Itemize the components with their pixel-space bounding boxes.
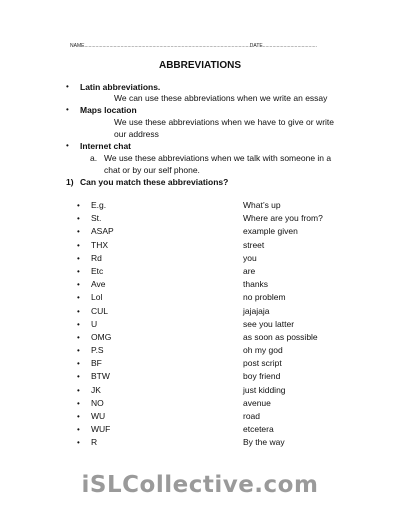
abbreviation: NO [91,397,104,408]
bullet-icon: • [77,201,80,210]
abbreviation: JK [91,384,101,395]
section-heading: Maps location [80,105,137,115]
meaning: road [243,411,261,421]
section-chat [66,140,132,152]
abbreviation: BF [91,358,102,369]
bullet-icon: • [77,214,80,224]
matching-row [0,397,400,410]
meaning: are [243,265,256,276]
matching-row [0,331,400,344]
bullet-icon: • [77,266,80,276]
matching-row [0,423,400,436]
abbreviation: St. [91,213,102,224]
section-subitem [90,152,336,176]
abbreviation: THX [91,239,108,250]
matching-row [0,384,400,397]
matching-row [0,199,400,212]
meaning: street [243,239,265,250]
matching-row [0,410,400,423]
abbreviation: R [91,437,98,448]
meaning: no problem [243,292,286,303]
abbreviation: ASAP [91,226,114,237]
meaning: post script [243,358,282,369]
subitem-label: a. [90,153,98,163]
matching-row [0,344,400,357]
abbreviation: CUL [91,305,109,316]
meaning: as soon as possible [243,331,318,342]
abbreviation: WU [91,411,106,421]
bullet-icon: • [77,280,80,290]
matching-row [0,357,400,370]
meaning: By the way [243,437,285,448]
matching-row [0,252,400,265]
bullet-icon: • [77,346,80,356]
meaning: etcetera [243,424,274,435]
matching-row [0,212,400,225]
meaning: boy friend [243,371,281,382]
matching-row [0,225,400,238]
bullet-icon: • [77,319,80,329]
bullet-icon: • [77,385,80,395]
bullet-icon: • [77,359,80,369]
meaning: thanks [243,279,269,290]
bullet-icon: • [77,425,80,435]
meaning: example given [243,226,298,237]
question-text: Can you match these abbreviations? [80,177,229,187]
bullet-icon: • [77,293,80,303]
section-heading: Latin abbreviations. [80,82,161,92]
bullet-icon: • [66,105,69,114]
watermark-logo: iSLCollective.com [81,472,319,498]
meaning: jajajaja [243,305,270,316]
meaning: oh my god [243,345,283,356]
matching-list [0,199,400,450]
page-title: ABBREVIATIONS [158,60,242,71]
abbreviation: U [91,318,98,329]
bullet-icon: • [66,141,69,150]
section-maps [66,104,137,116]
section-description: We can use these abbreviations when we write an essay [114,93,328,103]
abbreviation: Rd [91,252,102,263]
matching-row [0,291,400,304]
bullet-icon: • [77,412,80,421]
bullet-icon: • [77,372,80,382]
section-description: We use these abbreviations when we have to give or write our address [114,117,334,139]
meaning: just kidding [243,384,286,395]
matching-row [0,278,400,291]
subitem-text: We use these abbreviations when we talk with someone in a chat or by our self phone. [104,153,332,175]
abbreviation: Lol [91,292,103,303]
bullet-icon: • [77,227,80,237]
abbreviation: WUF [91,424,111,435]
matching-row [0,436,400,449]
meaning: Where are you from? [243,213,323,224]
name-date-line: NAME.......................................................................................................................DATE....................................... [70,43,317,49]
matching-row [0,265,400,278]
abbreviation: E.g. [91,200,107,210]
matching-row [0,370,400,383]
abbreviation: BTW [91,371,110,382]
abbreviation: OMG [91,331,112,342]
matching-row [0,318,400,331]
bullet-icon: • [77,253,80,263]
bullet-icon: • [66,82,69,91]
meaning: What’s up [243,200,281,210]
bullet-icon: • [77,306,80,316]
meaning: you [243,252,257,263]
bullet-icon: • [77,438,80,448]
abbreviation: P.S [91,345,104,356]
matching-row [0,239,400,252]
bullet-icon: • [77,240,80,250]
abbreviation: Etc [91,265,104,276]
matching-row [0,305,400,318]
section-heading: Internet chat [80,141,132,151]
question-number: 1) [66,177,74,187]
meaning: see you latter [243,318,295,329]
bullet-icon: • [77,332,80,342]
meaning: avenue [243,397,271,408]
bullet-icon: • [77,398,80,408]
abbreviation: Ave [91,279,106,290]
